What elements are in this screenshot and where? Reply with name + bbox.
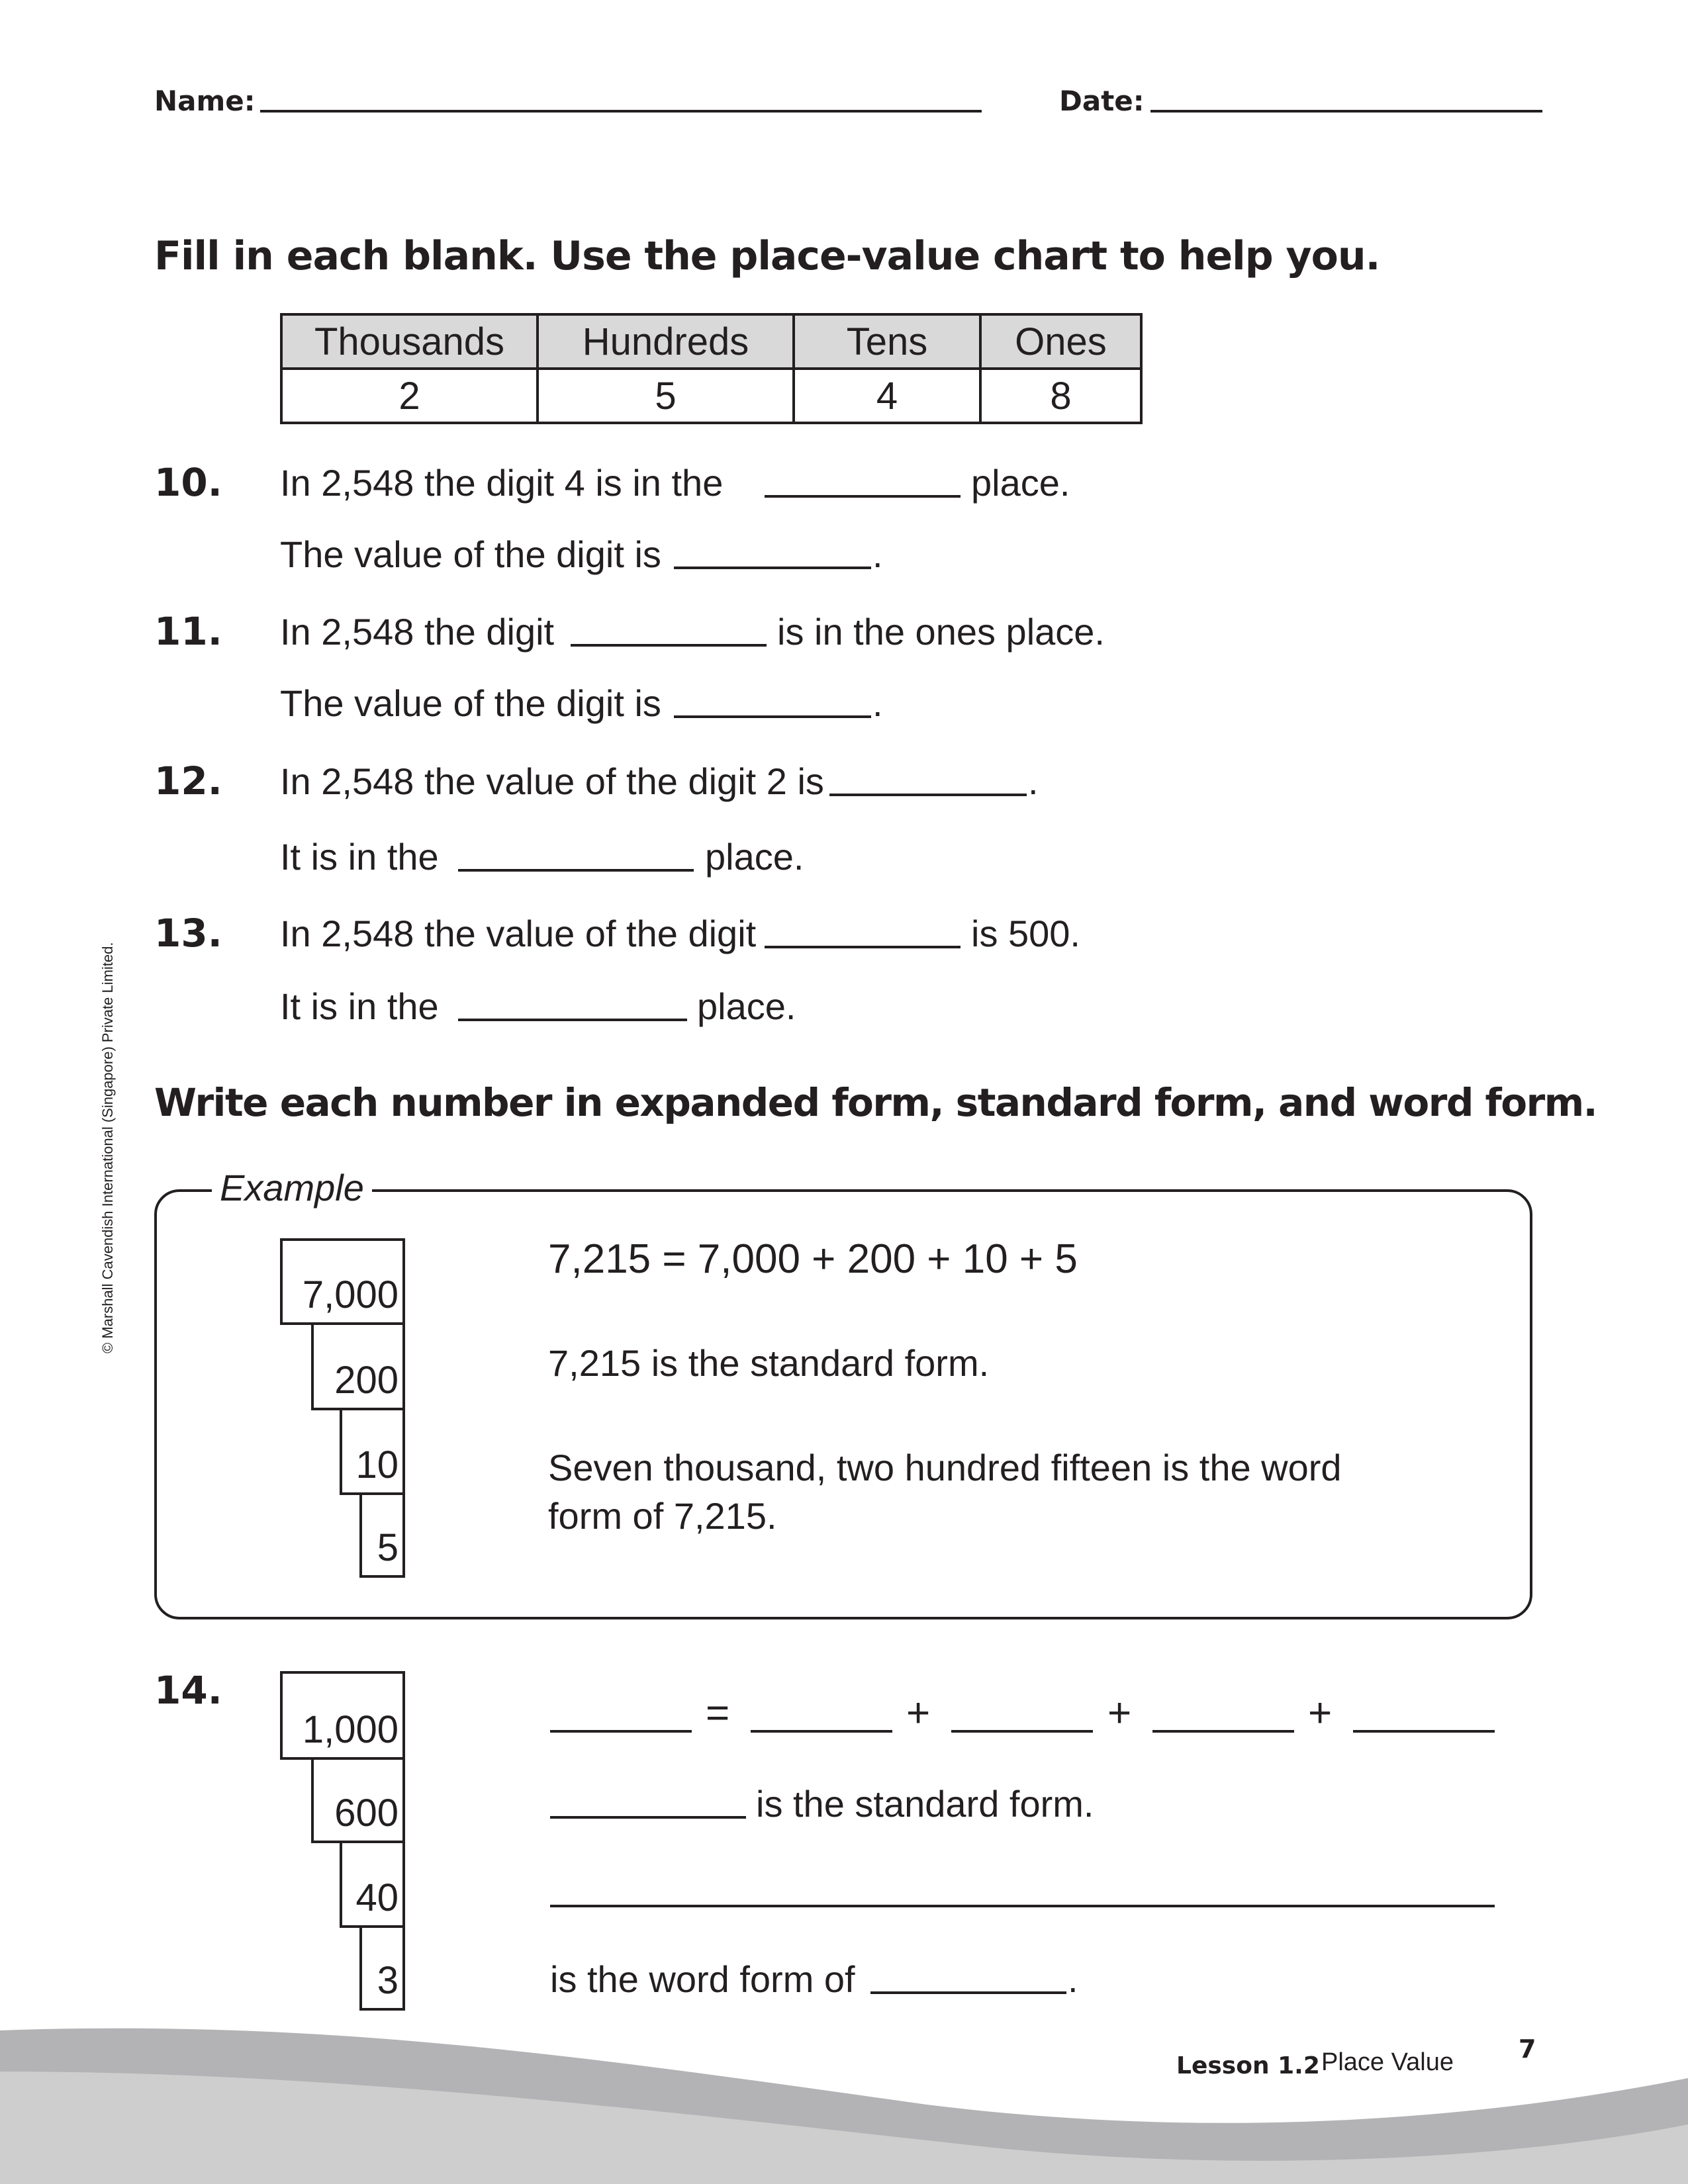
question-12-text-a: In 2,548 the value of the digit 2 is bbox=[280, 760, 824, 802]
question-12-period: . bbox=[1028, 760, 1039, 802]
page-number: 7 bbox=[1519, 2034, 1536, 2064]
q14-thousands-blank[interactable] bbox=[751, 1730, 892, 1733]
example-label: Example bbox=[212, 1166, 372, 1209]
example-word-form-line1: Seven thousand, two hundred fifteen is the word bbox=[548, 1447, 1342, 1488]
example-block-tens: 10 bbox=[340, 1408, 405, 1495]
q14-ones-blank[interactable] bbox=[1353, 1730, 1495, 1733]
section2-heading: Write each number in expanded form, standard form, and word form. bbox=[154, 1080, 1597, 1125]
question-10-number: 10. bbox=[154, 460, 222, 505]
q14-plus-sign-3: + bbox=[1308, 1690, 1333, 1736]
chart-digit-thousands: 2 bbox=[281, 369, 538, 423]
q14-block-tens: 40 bbox=[340, 1841, 405, 1928]
footer-wave bbox=[0, 2012, 1688, 2184]
question-11-value-blank[interactable] bbox=[674, 715, 871, 718]
example-block-ones: 5 bbox=[359, 1492, 405, 1578]
q14-block-ones: 3 bbox=[359, 1925, 405, 2011]
q14-equals-sign: = bbox=[706, 1690, 730, 1736]
question-10-place-blank[interactable] bbox=[765, 495, 961, 498]
q14-plus-sign-1: + bbox=[906, 1690, 931, 1736]
chart-header-ones: Ones bbox=[980, 314, 1141, 369]
name-field[interactable] bbox=[260, 110, 982, 113]
example-block-thousands: 7,000 bbox=[280, 1238, 405, 1325]
question-12-place-blank[interactable] bbox=[458, 869, 694, 872]
example-word-form-line2: form of 7,215. bbox=[548, 1495, 777, 1537]
section1-heading: Fill in each blank. Use the place-value chart to help you. bbox=[154, 233, 1380, 279]
q14-number-blank[interactable] bbox=[550, 1730, 692, 1733]
question-13-text-b: is 500. bbox=[971, 913, 1080, 954]
question-10-period: . bbox=[872, 533, 883, 575]
footer-lesson: Lesson 1.2 bbox=[1176, 2052, 1320, 2079]
question-11-period: . bbox=[872, 682, 883, 724]
name-label: Name: bbox=[154, 85, 256, 117]
chart-digit-ones: 8 bbox=[980, 369, 1141, 423]
q14-period: . bbox=[1068, 1958, 1078, 2000]
question-12-value-blank[interactable] bbox=[829, 794, 1027, 796]
date-field[interactable] bbox=[1150, 110, 1542, 113]
q14-standard-blank[interactable] bbox=[550, 1816, 746, 1819]
chart-header-hundreds: Hundreds bbox=[538, 314, 794, 369]
example-standard-form: 7,215 is the standard form. bbox=[548, 1342, 990, 1384]
question-12-place-text: It is in the bbox=[280, 836, 439, 878]
question-11-value-text: The value of the digit is bbox=[280, 682, 661, 724]
chart-header-thousands: Thousands bbox=[281, 314, 538, 369]
question-11-digit-blank[interactable] bbox=[571, 644, 767, 647]
chart-digit-hundreds: 5 bbox=[538, 369, 794, 423]
example-expanded-form: 7,215 = 7,000 + 200 + 10 + 5 bbox=[548, 1236, 1078, 1282]
question-11-number: 11. bbox=[154, 609, 222, 654]
copyright-notice: © Marshall Cavendish International (Singapore) Private Limited. bbox=[99, 942, 116, 1353]
question-13-digit-blank[interactable] bbox=[765, 946, 961, 948]
q14-block-hundreds: 600 bbox=[311, 1757, 405, 1843]
place-value-chart bbox=[280, 313, 1143, 424]
q14-tens-blank[interactable] bbox=[1152, 1730, 1294, 1733]
question-13-place-blank[interactable] bbox=[458, 1019, 687, 1021]
q14-hundreds-blank[interactable] bbox=[951, 1730, 1093, 1733]
question-13-text-a: In 2,548 the value of the digit bbox=[280, 913, 757, 954]
q14-block-thousands: 1,000 bbox=[280, 1671, 405, 1760]
q14-word-form-text: is the word form of bbox=[550, 1958, 855, 2000]
q14-plus-sign-2: + bbox=[1107, 1690, 1132, 1736]
question-12-place-word: place. bbox=[705, 836, 804, 878]
q14-word-form-blank[interactable] bbox=[550, 1905, 1495, 1907]
example-block-hundreds: 200 bbox=[311, 1322, 405, 1410]
q14-word-form-number-blank[interactable] bbox=[870, 1991, 1066, 1994]
chart-digit-tens: 4 bbox=[794, 369, 980, 423]
question-12-number: 12. bbox=[154, 758, 222, 803]
question-13-place-text: It is in the bbox=[280, 985, 439, 1027]
chart-header-tens: Tens bbox=[794, 314, 980, 369]
q14-standard-text: is the standard form. bbox=[756, 1783, 1094, 1825]
date-label: Date: bbox=[1059, 85, 1145, 117]
question-13-place-word: place. bbox=[697, 985, 796, 1027]
question-10-text-b: place. bbox=[971, 462, 1070, 504]
question-10-value-text: The value of the digit is bbox=[280, 533, 661, 575]
question-13-number: 13. bbox=[154, 911, 222, 956]
question-10-value-blank[interactable] bbox=[674, 567, 871, 569]
question-10-text-a: In 2,548 the digit 4 is in the bbox=[280, 462, 724, 504]
question-14-number: 14. bbox=[154, 1668, 222, 1713]
question-11-text-a: In 2,548 the digit bbox=[280, 611, 555, 653]
footer-topic: Place Value bbox=[1321, 2048, 1454, 2076]
question-11-text-b: is in the ones place. bbox=[777, 611, 1105, 653]
